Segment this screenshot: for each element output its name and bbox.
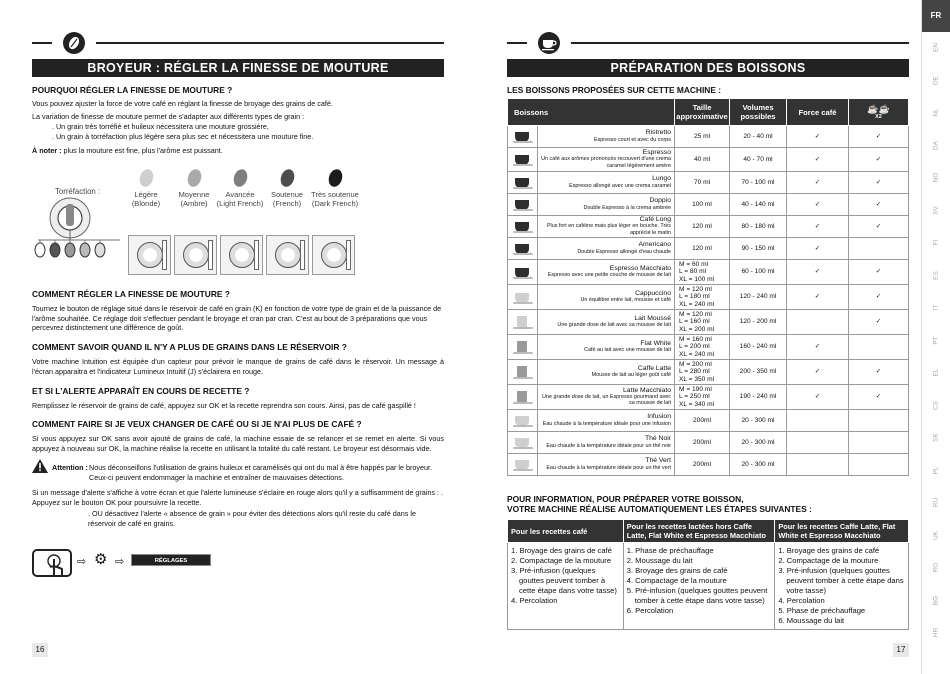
beverage-description: Un café aux arômes prononcés recouvert d'une crema caramel légèrement amère	[541, 156, 671, 169]
step-item: 2. Moussage du lait	[626, 556, 693, 565]
paragraph: Si un message d'alerte s'affiche à votre écran et que l'alerte lumineuse s'éclaire en rouge alors qu'il y a suffisamment de grains : . Appuyez sur le bouton OK pour poursuivre la recette.	[32, 488, 443, 507]
note	[32, 146, 444, 156]
beverage-description: Eau chaude à la température idéale pour une infusion	[542, 420, 671, 427]
roast-label: Soutenue (French)	[270, 190, 304, 208]
vol-cell: 20 - 300 ml	[730, 432, 787, 454]
cup-cell	[508, 360, 538, 385]
section-title: BROYEUR : RÉGLER LA FINESSE DE MOUTURE	[32, 59, 444, 77]
step-item: 3. Pré-infusion (quelques gouttes peuvent tomber à cette étape dans votre tasse)	[511, 566, 617, 595]
page-number: 16	[32, 643, 48, 657]
table-row	[508, 360, 909, 385]
roast-label: Moyenne (Ambre)	[178, 190, 210, 208]
cup-icon	[513, 391, 533, 404]
cup-cell	[508, 260, 538, 285]
size-cell: 120 ml	[675, 216, 730, 238]
language-tab: IT	[932, 304, 940, 311]
x2-cell	[849, 335, 909, 360]
coffee-cup-icon	[538, 32, 560, 54]
table-row	[508, 432, 909, 454]
roast-bean-icon	[327, 167, 345, 188]
roast-bean-icon	[138, 167, 156, 188]
language-tab: EL	[932, 368, 940, 377]
cup-cell	[508, 410, 538, 432]
grind-setting-image	[128, 235, 171, 275]
x2-cell: ✓	[849, 310, 909, 335]
note-text: plus la mouture est fine, plus l'arôme est puissant.	[63, 146, 223, 155]
cup-cell	[508, 335, 538, 360]
beverage-name: Doppio	[649, 197, 671, 205]
heading-how: COMMENT RÉGLER LA FINESSE DE MOUTURE ?	[32, 289, 230, 299]
size-cell: M = 120 ml L = 180 ml XL = 240 ml	[675, 285, 730, 310]
steps-table	[507, 519, 909, 630]
beverage-description: Café au lait avec une mousse de lait	[584, 347, 671, 353]
beverage-name-cell	[538, 410, 675, 432]
x2-cell	[849, 410, 909, 432]
force-cell: ✓	[787, 172, 849, 194]
step-item: 3. Broyage des grains de café	[626, 566, 728, 575]
size-cell: M = 120 ml L = 160 ml XL = 200 ml	[675, 310, 730, 335]
size-cell: 100 ml	[675, 194, 730, 216]
touch-screen-icon	[32, 549, 72, 577]
table-row	[508, 172, 909, 194]
table-row	[508, 310, 909, 335]
language-tab: NL	[932, 108, 940, 117]
grind-setting-image	[220, 235, 263, 275]
language-tab: PT	[932, 335, 940, 345]
force-cell	[787, 454, 849, 476]
paragraph: La variation de finesse de mouture permet de s'adapter aux différents types de grain :	[32, 112, 305, 121]
info-line-1: POUR INFORMATION, POUR PRÉPARER VOTRE BOISSON,	[507, 494, 744, 504]
cup-cell	[508, 432, 538, 454]
beverages-table	[507, 98, 909, 476]
beverage-name-cell	[538, 335, 675, 360]
beverage-name-cell	[538, 432, 675, 454]
double-cup-icon: ☕☕	[867, 103, 890, 114]
x2-cell: ✓	[849, 216, 909, 238]
beverage-name: Lait Moussé	[634, 314, 671, 322]
force-cell	[787, 410, 849, 432]
cup-icon	[513, 176, 533, 189]
language-tab: EN	[932, 42, 940, 53]
beverage-name: Caffe Latte	[637, 364, 671, 372]
vol-cell: 80 - 180 ml	[730, 216, 787, 238]
cup-cell	[508, 454, 538, 476]
roast-bean-icon	[186, 167, 204, 188]
language-tab: SV	[932, 205, 940, 215]
steps-column	[623, 543, 775, 630]
cup-icon	[513, 220, 533, 233]
force-cell: ✓	[787, 126, 849, 148]
x2-cell: ✓	[849, 285, 909, 310]
beverage-name: Cappuccino	[635, 289, 671, 297]
beverage-description: Eau chaude à la température idéale pour un thé noir	[546, 442, 671, 449]
language-tab: RO	[932, 562, 940, 573]
attention-label: Attention :	[52, 463, 88, 472]
table-row	[508, 216, 909, 238]
heading-why: POURQUOI RÉGLER LA FINESSE DE MOUTURE ?	[32, 85, 233, 95]
beverage-name-cell	[538, 310, 675, 335]
force-cell: ✓	[787, 385, 849, 410]
language-tab: CS	[932, 400, 940, 410]
cup-icon	[513, 266, 533, 279]
beverage-name-cell	[538, 238, 675, 260]
step-item: 4. Compactage de la mouture	[626, 576, 727, 585]
cup-icon	[513, 291, 533, 304]
table-row	[508, 335, 909, 360]
section-title: PRÉPARATION DES BOISSONS	[507, 59, 909, 77]
vol-cell: 190 - 240 ml	[730, 385, 787, 410]
size-cell: 120 ml	[675, 238, 730, 260]
x2-cell	[849, 432, 909, 454]
force-cell	[787, 310, 849, 335]
header-rule	[32, 42, 52, 44]
cup-icon	[513, 130, 533, 143]
size-cell: 200ml	[675, 432, 730, 454]
beverage-name: Americano	[638, 241, 671, 249]
beverage-description: Plus fort en caféine mais plus léger en bouche. Très apprécié le matin	[546, 223, 671, 236]
step-item: 6. Percolation	[626, 606, 674, 615]
cup-cell	[508, 126, 538, 148]
beverage-name-cell	[538, 454, 675, 476]
step-item: 3. Pré-infusion (quelques gouttes peuvent tomber à cette étape dans votre tasse)	[778, 566, 904, 595]
paragraph: Tournez le bouton de réglage situé dans le réservoir de café en grain (K) en fonction de votre type de grain et de la puissance de l'arôme souhaitée. Ce réglage doit s'effectuer pendant le broyage et cran par cran. C'est au bout de 3 préparations que vous percevrez distinctement une différence de goût.	[32, 304, 442, 333]
beverage-name: Flat White	[640, 339, 671, 347]
arrow-right-icon: ⇨	[77, 556, 87, 568]
steps-column	[775, 543, 909, 630]
paragraph: . OU désactivez l'alerte « absence de grain » pour éviter des détections alors qu'il reste du café dans le réservoir de café en grains.	[88, 509, 416, 528]
cup-cell	[508, 238, 538, 260]
grind-setting-image	[312, 235, 355, 275]
beverage-name: Lungo	[652, 175, 671, 183]
heading-change: COMMENT FAIRE SI JE VEUX CHANGER DE CAFÉ OU SI JE N'AI PLUS DE CAFÉ ?	[32, 419, 362, 429]
paragraph: Si vous appuyez sur OK sans avoir ajouté de grains de café, la machine essaie de se relancer et se remet en alerte. Si vous appuyez à nouveau sur OK, la machine réalise la recette en utilisant la totalité du café restant. Le broyeur est désormais vide.	[32, 434, 444, 453]
attention-text: Nous déconseillons l'utilisation de grains huileux et caramélisés qui ont du mal à être happés par le broyeur. Ceux-ci peuvent endommager la machine et entraîner de mauvaises détections.	[89, 463, 432, 482]
language-tab: PL	[932, 466, 940, 474]
language-tab: FI	[932, 239, 940, 246]
roast-label: Très soutenue (Dark French)	[311, 190, 359, 208]
beverage-name-cell	[538, 285, 675, 310]
col-boissons: Boissons	[508, 99, 675, 126]
heading-empty: COMMENT SAVOIR QUAND IL N'Y A PLUS DE GRAINS DANS LE RÉSERVOIR ?	[32, 342, 347, 352]
vol-cell: 160 - 240 ml	[730, 335, 787, 360]
step-item: 5. Phase de préchauffage	[778, 606, 866, 615]
table-row	[508, 410, 909, 432]
force-cell: ✓	[787, 260, 849, 285]
force-cell: ✓	[787, 194, 849, 216]
cup-icon	[513, 366, 533, 379]
cup-icon	[513, 341, 533, 354]
x2-cell: ✓	[849, 126, 909, 148]
beverage-description: Mousse de lait au léger goût café	[591, 372, 671, 378]
step-item: 1. Phase de préchauffage	[626, 546, 714, 555]
size-cell: 25 ml	[675, 126, 730, 148]
beverage-description: Espresso avec une petite couche de mousse de lait	[547, 272, 671, 278]
paragraph: . Un grain à torréfaction plus légère sera plus sec et nécessitera une mouture fine.	[52, 132, 314, 141]
force-cell: ✓	[787, 360, 849, 385]
beverage-description: Double Espresso à la crema ambrée	[583, 204, 671, 211]
language-tab: ES	[932, 270, 940, 280]
step-item: 2. Compactage de la mouture	[778, 556, 879, 565]
info-line-2: VOTRE MACHINE RÉALISE AUTOMATIQUEMENT LES ÉTAPES SUIVANTES :	[507, 504, 812, 514]
table-row	[508, 148, 909, 172]
steps-header-cafe: Pour les recettes café	[508, 520, 624, 543]
beverage-description: Un équilibre entre lait, mousse et café	[580, 297, 671, 303]
beverage-name-cell	[538, 260, 675, 285]
beverage-name-cell	[538, 148, 675, 172]
arrow-right-icon: ⇨	[115, 556, 125, 568]
paragraph: Vous pouvez ajuster la force de votre café en réglant la finesse de broyage des grains de café.	[32, 99, 333, 108]
x2-cell: ✓	[849, 260, 909, 285]
cup-cell	[508, 285, 538, 310]
vol-cell: 20 - 300 ml	[730, 454, 787, 476]
roast-label: Légère (Blonde)	[131, 190, 161, 208]
vol-cell: 120 - 240 ml	[730, 285, 787, 310]
col-x2	[849, 99, 909, 126]
beverage-name-cell	[538, 126, 675, 148]
paragraph: . Un grain très torréfié et huileux nécessitera une mouture grossière,	[52, 122, 269, 131]
cup-cell	[508, 385, 538, 410]
language-tab-active: FR	[922, 0, 950, 32]
x2-cell: ✓	[849, 172, 909, 194]
language-tab: RU	[932, 497, 940, 508]
size-cell: M = 160 ml L = 200 ml XL = 240 ml	[675, 335, 730, 360]
force-cell: ✓	[787, 285, 849, 310]
beverage-name: Espresso	[642, 149, 671, 157]
vol-cell: 90 - 150 ml	[730, 238, 787, 260]
steps-header-latte: Pour les recettes Caffe Latte, Flat White et Espresso Macchiato	[775, 520, 909, 543]
beverage-name: Thé Noir	[644, 435, 671, 443]
size-cell: M = 60 ml L = 80 ml XL = 100 ml	[675, 260, 730, 285]
cup-icon	[513, 242, 533, 255]
left-page	[0, 0, 468, 674]
header-rule	[571, 42, 909, 44]
beverage-description: Une grande dose de lait avec sa mousse de lait	[557, 322, 671, 328]
coffee-bean-icon	[63, 32, 85, 54]
cup-cell	[508, 148, 538, 172]
x2-cell: ✓	[849, 194, 909, 216]
vol-cell: 120 - 200 ml	[730, 310, 787, 335]
table-row	[508, 238, 909, 260]
beverage-description: Espresso court et avec du corps	[593, 136, 671, 143]
x2-label: X2	[875, 113, 882, 120]
steps-header-lactees: Pour les recettes lactées hors Caffe Latte, Flat White et Espresso Macchiato	[623, 520, 775, 543]
cup-cell	[508, 310, 538, 335]
language-tab: DA	[932, 140, 940, 150]
roast-bean-icon	[232, 167, 250, 188]
header-rule	[96, 42, 444, 44]
col-force: Force café	[787, 99, 849, 126]
roast-bean-icon	[279, 167, 297, 188]
size-cell: 200ml	[675, 410, 730, 432]
force-cell: ✓	[787, 335, 849, 360]
size-cell: 70 ml	[675, 172, 730, 194]
cup-cell	[508, 194, 538, 216]
x2-cell: ✓	[849, 360, 909, 385]
x2-cell: ✓	[849, 385, 909, 410]
page-number: 17	[893, 643, 909, 657]
grind-setting-image	[266, 235, 309, 275]
size-cell: M = 200 ml L = 280 ml XL = 350 ml	[675, 360, 730, 385]
header-rule	[507, 42, 527, 44]
size-cell: M = 190 ml L = 250 ml XL = 340 ml	[675, 385, 730, 410]
vol-cell: 20 - 300 ml	[730, 410, 787, 432]
x2-cell: ✓	[849, 148, 909, 172]
table-row	[508, 285, 909, 310]
table-row	[508, 260, 909, 285]
table-row	[508, 126, 909, 148]
step-item: 1. Broyage des grains de café	[511, 546, 612, 555]
cup-icon	[513, 436, 533, 449]
beverage-description: Une grande dose de lait, un Espresso gourmand avec sa mousse de lait	[542, 393, 671, 407]
beverage-name: Ristretto	[645, 129, 671, 137]
grinder-dial-illustration	[30, 196, 128, 262]
roast-label: Avancée (Light French)	[216, 190, 264, 208]
note-label: À noter :	[32, 146, 62, 155]
language-tab: NO	[932, 172, 940, 183]
vol-cell: 200 - 350 ml	[730, 360, 787, 385]
force-cell: ✓	[787, 148, 849, 172]
cup-cell	[508, 216, 538, 238]
torrefaction-label: Torréfaction :	[55, 187, 101, 196]
language-tab: DE	[932, 75, 940, 85]
steps-column	[508, 543, 624, 630]
cup-icon	[513, 316, 533, 329]
beverage-name: Infusion	[647, 413, 671, 421]
paragraph: Votre machine Intuition est équipée d'un capteur pour prévoir le manque de grains de café dans le réservoir. Un message à l'écran apparaitra et l'indicateur Lumineux Intuitif (J) s'éclairera en rouge.	[32, 357, 444, 376]
force-cell: ✓	[787, 238, 849, 260]
gear-icon: ⚙	[94, 551, 108, 568]
cup-icon	[513, 458, 533, 471]
beverage-description: Double Espresso allongé d'eau chaude	[577, 248, 671, 255]
size-cell: 200ml	[675, 454, 730, 476]
beverage-name-cell	[538, 194, 675, 216]
language-sidebar	[921, 0, 950, 674]
vol-cell: 60 - 100 ml	[730, 260, 787, 285]
cup-icon	[513, 414, 533, 427]
subtitle: LES BOISSONS PROPOSÉES SUR CETTE MACHINE :	[507, 85, 722, 95]
language-tab: SK	[932, 433, 940, 442]
step-item: 2. Compactage de la mouture	[511, 556, 612, 565]
language-tab: UK	[932, 530, 940, 540]
step-item: 1. Broyage des grains de café	[778, 546, 880, 555]
heading-alert: ET SI L'ALERTE APPARAÎT EN COURS DE RECETTE ?	[32, 386, 250, 396]
table-row	[508, 194, 909, 216]
vol-cell: 20 - 40 ml	[730, 126, 787, 148]
beverage-name-cell	[538, 385, 675, 410]
beverage-name-cell	[538, 216, 675, 238]
beverage-name-cell	[538, 172, 675, 194]
step-item: 4. Percolation	[511, 596, 558, 605]
vol-cell: 70 - 100 ml	[730, 172, 787, 194]
step-item: 5. Pré-infusion (quelques gouttes peuvent tomber à cette étape dans votre tasse)	[626, 586, 768, 605]
x2-cell	[849, 238, 909, 260]
beverage-description: Espresso allongé avec une crema caramel	[569, 182, 671, 189]
cup-icon	[513, 198, 533, 211]
warning-icon	[32, 459, 48, 478]
step-item: 4. Percolation	[778, 596, 825, 605]
cup-cell	[508, 172, 538, 194]
vol-cell: 40 - 70 ml	[730, 148, 787, 172]
beverage-description: Eau chaude à la température idéale pour un thé vert	[546, 464, 671, 471]
beverage-name: Thé Vert	[645, 457, 671, 465]
table-row	[508, 454, 909, 476]
beverage-name-cell	[538, 360, 675, 385]
beverage-name: Espresso Macchiato	[609, 264, 671, 272]
force-cell	[787, 432, 849, 454]
x2-cell	[849, 454, 909, 476]
force-cell: ✓	[787, 216, 849, 238]
language-tab: BG	[932, 595, 940, 605]
reglages-button: RÉGLAGES	[131, 554, 211, 566]
vol-cell: 40 - 140 ml	[730, 194, 787, 216]
col-volumes: Volumes possibles	[730, 99, 787, 126]
size-cell: 40 ml	[675, 148, 730, 172]
beverage-name: Café Long	[639, 216, 671, 224]
grind-setting-image	[174, 235, 217, 275]
language-tab: HR	[932, 627, 940, 638]
step-item: 6. Moussage du lait	[778, 616, 845, 625]
paragraph: Remplissez le réservoir de grains de café, appuyez sur OK et la recette reprendra son cours. Ainsi, pas de café gaspillé !	[32, 401, 416, 410]
beverage-name: Latte Macchiato	[623, 386, 671, 394]
cup-icon	[513, 153, 533, 166]
col-size: Taille approximative	[675, 99, 730, 126]
table-row	[508, 385, 909, 410]
